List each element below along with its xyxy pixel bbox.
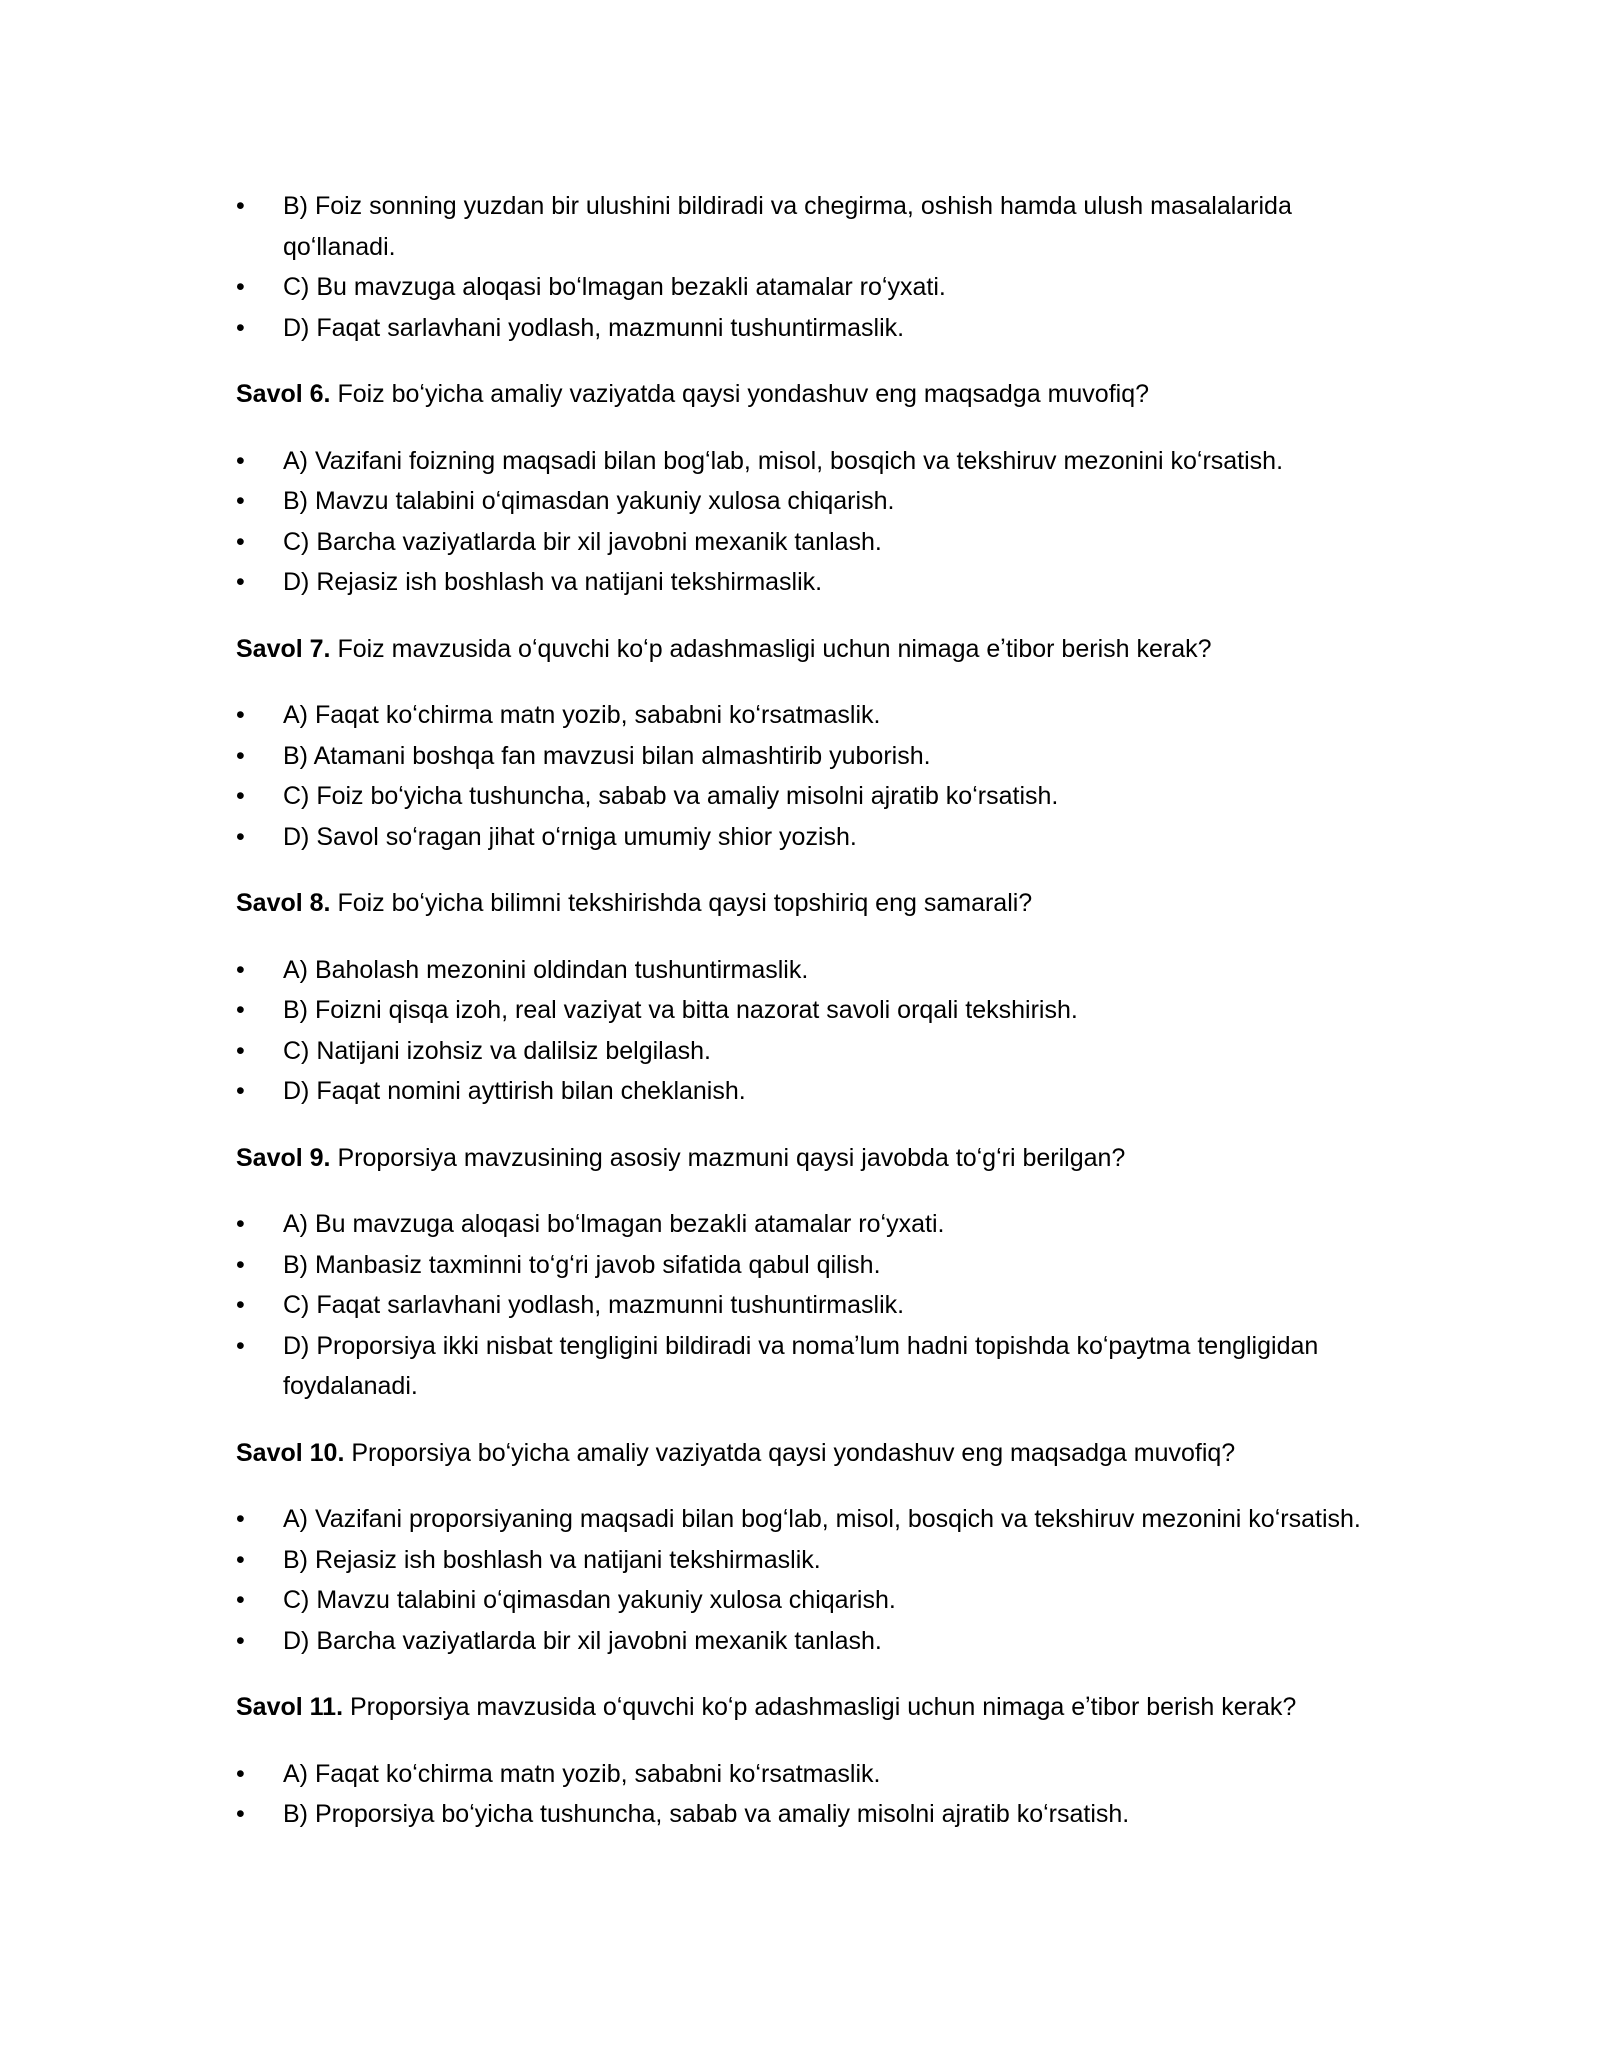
option-item	[236, 1754, 1366, 1795]
option-text: D) Proporsiya ikki nisbat tengligini bildiradi va nomaʼlum hadni topishda koʻpaytma tengligidan foydalanadi.	[283, 1331, 1319, 1400]
option-text: D) Savol soʻragan jihat oʻrniga umumiy shior yozish.	[283, 822, 857, 851]
option-text: D) Rejasiz ish boshlash va natijani tekshirmaslik.	[283, 568, 823, 596]
option-item	[236, 186, 1366, 267]
option-item	[236, 817, 1366, 858]
option-item	[236, 1326, 1366, 1407]
option-text: B) Proporsiya boʻyicha tushuncha, sabab va amaliy misolni ajratib koʻrsatish.	[283, 1800, 1130, 1828]
question-text: Proporsiya boʻyicha amaliy vaziyatda qaysi yondashuv eng maqsadga muvofiq?	[344, 1438, 1236, 1467]
option-text: C) Faqat sarlavhani yodlash, mazmunni tushuntirmaslik.	[283, 1291, 905, 1319]
option-item	[236, 1499, 1366, 1540]
option-text: A) Baholash mezonini oldindan tushuntirmaslik.	[283, 955, 809, 984]
option-text: B) Manbasiz taxminni toʻgʻri javob sifatida qabul qilish.	[283, 1250, 881, 1279]
option-item	[236, 736, 1366, 777]
question-number: Savol 11.	[236, 1693, 344, 1721]
option-item	[236, 267, 1366, 308]
option-item	[236, 481, 1366, 522]
continued-option-list	[236, 186, 1366, 348]
bullet-icon: •	[236, 1586, 245, 1614]
question-heading	[236, 1138, 1366, 1179]
option-item	[236, 441, 1366, 482]
question-heading	[236, 883, 1366, 924]
bullet-icon: •	[236, 741, 245, 770]
option-text: C) Mavzu talabini oʻqimasdan yakuniy xulosa chiqarish.	[283, 1586, 896, 1614]
bullet-icon: •	[236, 273, 245, 301]
bullet-icon: •	[236, 822, 245, 851]
option-item	[236, 1580, 1366, 1621]
question-text: Foiz mavzusida oʻquvchi koʻp adashmasligi uchun nimaga eʼtibor berish kerak?	[330, 634, 1212, 663]
option-item	[236, 1071, 1366, 1112]
bullet-icon: •	[236, 313, 245, 342]
option-list	[236, 1204, 1366, 1407]
option-text: A) Vazifani proporsiyaning maqsadi bilan bogʻlab, misol, bosqich va tekshiruv mezonini koʻrsatish.	[283, 1505, 1361, 1533]
bullet-icon: •	[236, 701, 245, 729]
question-heading	[236, 1433, 1366, 1474]
option-item	[236, 1204, 1366, 1245]
question-text: Proporsiya mavzusida oʻquvchi koʻp adashmasligi uchun nimaga eʼtibor berish kerak?	[343, 1693, 1297, 1721]
option-text: A) Faqat koʻchirma matn yozib, sababni koʻrsatmaslik.	[283, 701, 881, 729]
document-page	[236, 186, 1366, 1835]
option-item	[236, 562, 1366, 603]
bullet-icon: •	[236, 487, 245, 515]
option-text: A) Faqat koʻchirma matn yozib, sababni koʻrsatmaslik.	[283, 1759, 881, 1788]
option-list	[236, 695, 1366, 857]
bullet-icon: •	[236, 1505, 245, 1533]
option-item	[236, 776, 1366, 817]
bullet-icon: •	[236, 1250, 245, 1279]
option-item	[236, 1621, 1366, 1662]
bullet-icon: •	[236, 1545, 245, 1574]
question-text: Foiz boʻyicha bilimni tekshirishda qaysi topshiriq eng samarali?	[330, 889, 1033, 917]
bullet-icon: •	[236, 782, 245, 810]
option-text: C) Bu mavzuga aloqasi boʻlmagan bezakli atamalar roʻyxati.	[283, 273, 946, 301]
bullet-icon: •	[236, 1331, 245, 1360]
option-item	[236, 1245, 1366, 1286]
option-text: C) Foiz boʻyicha tushuncha, sabab va amaliy misolni ajratib koʻrsatish.	[283, 782, 1059, 810]
option-text: C) Barcha vaziyatlarda bir xil javobni mexanik tanlash.	[283, 527, 882, 556]
option-text: C) Natijani izohsiz va dalilsiz belgilash.	[283, 1036, 711, 1065]
bullet-icon: •	[236, 446, 245, 475]
question-heading	[236, 1687, 1366, 1728]
option-text: B) Foizni qisqa izoh, real vaziyat va bitta nazorat savoli orqali tekshirish.	[283, 996, 1078, 1024]
bullet-icon: •	[236, 1800, 245, 1828]
bullet-icon: •	[236, 1291, 245, 1319]
question-text: Foiz boʻyicha amaliy vaziyatda qaysi yondashuv eng maqsadga muvofiq?	[330, 380, 1150, 408]
option-list	[236, 1754, 1366, 1835]
bullet-icon: •	[236, 1077, 245, 1105]
bullet-icon: •	[236, 1759, 245, 1788]
option-text: D) Faqat sarlavhani yodlash, mazmunni tushuntirmaslik.	[283, 313, 905, 342]
option-list	[236, 950, 1366, 1112]
option-text: D) Barcha vaziyatlarda bir xil javobni mexanik tanlash.	[283, 1626, 882, 1655]
bullet-icon: •	[236, 568, 245, 596]
option-list	[236, 441, 1366, 603]
question-number: Savol 6.	[236, 380, 331, 408]
bullet-icon: •	[236, 1626, 245, 1655]
option-text: A) Vazifani foizning maqsadi bilan bogʻlab, misol, bosqich va tekshiruv mezonini koʻrsatish.	[283, 446, 1284, 475]
option-text: A) Bu mavzuga aloqasi boʻlmagan bezakli atamalar roʻyxati.	[283, 1210, 945, 1238]
option-item	[236, 990, 1366, 1031]
option-item	[236, 695, 1366, 736]
bullet-icon: •	[236, 527, 245, 556]
question-number: Savol 8.	[236, 889, 331, 917]
question-number: Savol 7.	[236, 634, 331, 663]
bullet-icon: •	[236, 996, 245, 1024]
option-item	[236, 522, 1366, 563]
question-heading	[236, 629, 1366, 670]
question-heading	[236, 374, 1366, 415]
bullet-icon: •	[236, 1036, 245, 1065]
option-text: B) Rejasiz ish boshlash va natijani tekshirmaslik.	[283, 1545, 821, 1574]
bullet-icon: •	[236, 192, 245, 220]
option-item	[236, 308, 1366, 349]
option-text: B) Foiz sonning yuzdan bir ulushini bildiradi va chegirma, oshish hamda ulush masalalarida qoʻllanadi.	[283, 192, 1292, 261]
option-text: B) Atamani boshqa fan mavzusi bilan almashtirib yuborish.	[283, 741, 931, 770]
option-text: D) Faqat nomini ayttirish bilan cheklanish.	[283, 1077, 746, 1105]
question-number: Savol 10.	[236, 1438, 345, 1467]
option-item	[236, 1285, 1366, 1326]
option-text: B) Mavzu talabini oʻqimasdan yakuniy xulosa chiqarish.	[283, 487, 895, 515]
bullet-icon: •	[236, 1210, 245, 1238]
option-item	[236, 1540, 1366, 1581]
option-item	[236, 1794, 1366, 1835]
option-item	[236, 950, 1366, 991]
bullet-icon: •	[236, 955, 245, 984]
question-number: Savol 9.	[236, 1143, 331, 1172]
question-text: Proporsiya mavzusining asosiy mazmuni qaysi javobda toʻgʻri berilgan?	[330, 1143, 1126, 1172]
option-item	[236, 1031, 1366, 1072]
option-list	[236, 1499, 1366, 1661]
